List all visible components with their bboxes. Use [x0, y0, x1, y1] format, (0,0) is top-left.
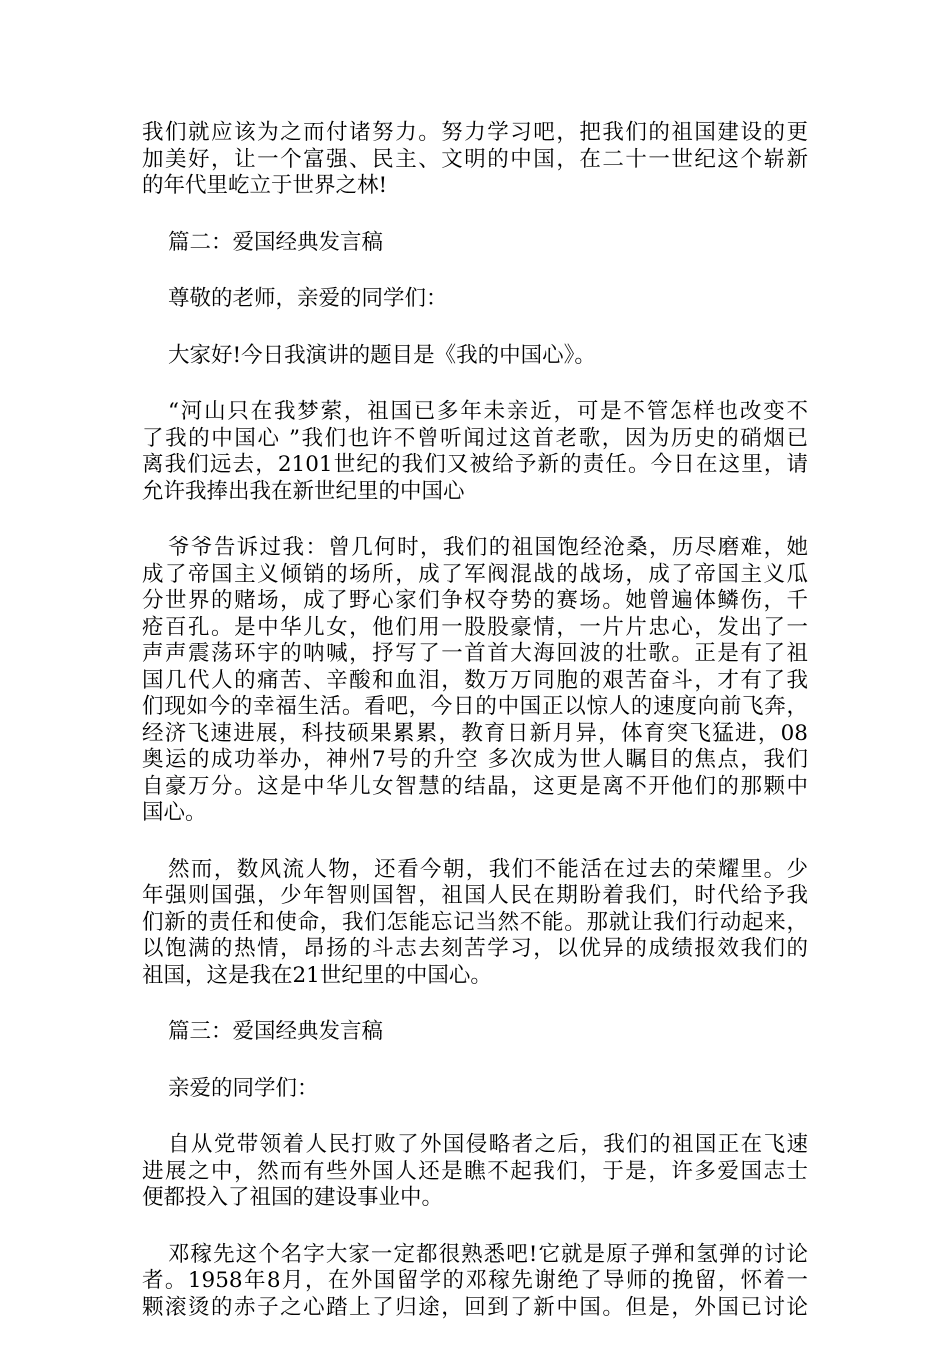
- paragraph-however: [142, 857, 808, 990]
- document-page: [142, 120, 808, 1351]
- salutation-text: 尊敬的老师，亲爱的同学们：: [168, 286, 448, 311]
- salutation-2: [142, 1076, 808, 1103]
- paragraph-party: [142, 1132, 808, 1212]
- text-line: 爷爷告诉过我：曾几何时，我们的祖国饱经沧桑，历尽磨难，她: [168, 535, 808, 560]
- text-line: 国几代人的痛苦、辛酸和血泪，数万万同胞的艰苦奋斗，才有了我: [142, 667, 808, 693]
- text-line: 者。1958年8月，在外国留学的邓稼先谢绝了导师的挽留，怀着一: [142, 1268, 808, 1293]
- text-line: 进展之中，然而有些外国人还是瞧不起我们，于是，许多爱国志士: [142, 1158, 808, 1184]
- salutation: [142, 286, 808, 313]
- text-line: 然而，数风流人物，还看今朝，我们不能活在过去的荣耀里。少: [168, 856, 808, 882]
- text-line: 国心。: [142, 800, 207, 825]
- text-line: “河山只在我梦萦，祖国已多年未亲近，可是不管怎样也改变不: [168, 399, 808, 424]
- paragraph-grandfather: [142, 535, 808, 827]
- text-line: 成了帝国主义倾销的场所，成了军阀混战的战场，成了帝国主义瓜: [142, 561, 808, 587]
- text-line: 自豪万分。这是中华儿女智慧的结晶，这更是离不开他们的那颗中: [142, 773, 808, 799]
- text-line: 允许我捧出我在新世纪里的中国心: [142, 478, 465, 504]
- text-line: 祖国，这是我在21世纪里的中国心。: [142, 962, 492, 988]
- text-line: 了我的中国心 ”我们也许不曾听闻过这首老歌，因为历史的硝烟已: [142, 425, 808, 451]
- text-line: 分世界的赌场，成了野心家们争权夺势的赛场。她曾遍体鳞伤，千: [142, 588, 808, 613]
- text-line: 离我们远去，2101世纪的我们又被给予新的责任。今日在这里，请: [142, 452, 808, 477]
- text-line: 的年代里屹立于世界之林!: [142, 173, 388, 198]
- paragraph-closing: [142, 120, 808, 200]
- text-line: 加美好，让一个富强、民主、文明的中国，在二十一世纪这个崭新: [142, 146, 808, 172]
- text-line: 自从党带领着人民打败了外国侵略者之后，我们的祖国正在飞速: [168, 1132, 808, 1157]
- text-line: 年强则国强，少年智则国智，祖国人民在期盼着我们，时代给予我: [142, 883, 808, 908]
- greeting-paragraph: [142, 343, 808, 370]
- section-heading-2: [142, 230, 808, 257]
- text-line: 我们就应该为之而付诸努力。努力学习吧，把我们的祖国建设的更: [142, 120, 808, 145]
- heading-text: 篇二：爱国经典发言稿: [168, 229, 384, 255]
- text-line: 声声震荡环宇的呐喊，抒写了一首首大海回波的壮歌。正是有了祖: [142, 641, 808, 666]
- text-line: 便都投入了祖国的建设事业中。: [142, 1185, 444, 1210]
- text-line: 疮百孔。是中华儿女，他们用一股股豪情，一片片忠心，发出了一: [142, 614, 808, 640]
- heading-text: 篇三：爱国经典发言稿: [168, 1019, 384, 1044]
- greeting-text: 大家好!今日我演讲的题目是《我的中国心》。: [168, 342, 596, 368]
- paragraph-song: [142, 399, 808, 505]
- salutation-text: 亲爱的同学们：: [168, 1075, 319, 1101]
- section-heading-3: [142, 1019, 808, 1046]
- text-line: 颗滚烫的赤子之心踏上了归途，回到了新中国。但是，外国已讨论: [142, 1294, 808, 1320]
- text-line: 经济飞速进展，科技硕果累累，教育日新月异，体育突飞猛进，08: [142, 720, 808, 746]
- text-line: 邓稼先这个名字大家一定都很熟悉吧!它就是原子弹和氢弹的讨论: [168, 1241, 808, 1267]
- text-line: 以饱满的热情，昂扬的斗志去刻苦学习，以优异的成绩报效我们的: [142, 936, 808, 961]
- text-line: 们新的责任和使命，我们怎能忘记当然不能。那就让我们行动起来，: [142, 909, 808, 935]
- text-line: 奥运的成功举办，神州7号的升空 多次成为世人瞩目的焦点，我们: [142, 747, 808, 772]
- text-line: 们现如今的幸福生活。看吧，今日的中国正以惊人的速度向前飞奔，: [142, 694, 808, 719]
- paragraph-deng-jiaxian: [142, 1242, 808, 1322]
